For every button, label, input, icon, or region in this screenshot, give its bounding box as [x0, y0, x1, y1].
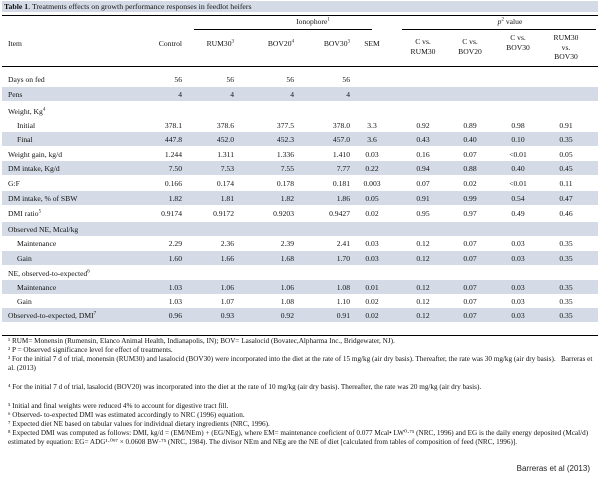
table-cell: 0.05 — [365, 194, 379, 203]
table-cell: 0.40 — [463, 135, 477, 144]
row-label: Initial — [17, 121, 36, 130]
row-band — [2, 222, 598, 236]
table-cell: 4 — [230, 90, 234, 99]
table-cell: 0.91 — [559, 121, 573, 130]
table-cell: 0.174 — [216, 179, 234, 188]
table-cell: 2.36 — [220, 239, 234, 248]
table-cell: 0.22 — [365, 164, 379, 173]
table-cell: 0.03 — [511, 297, 525, 306]
table-cell: 1.244 — [164, 150, 182, 159]
table-cell: 0.12 — [416, 239, 430, 248]
c-vs-bov30-header: C vs. BOV30 — [506, 33, 530, 52]
row-label: Days on fed — [8, 75, 45, 84]
row-label: Weight gain, kg/d — [8, 150, 63, 159]
table-cell: 0.12 — [416, 283, 430, 292]
table-cell: 452.0 — [216, 135, 234, 144]
table-cell: 0.98 — [511, 121, 525, 130]
table-cell: 1.68 — [280, 254, 294, 263]
table-cell: 0.12 — [416, 297, 430, 306]
table-cell: 0.96 — [168, 311, 182, 320]
table-cell: 1.66 — [220, 254, 234, 263]
table-cell: 1.70 — [336, 254, 350, 263]
ionophore-underline — [194, 29, 372, 30]
table-cell: 2.29 — [168, 239, 182, 248]
row-label: Final — [17, 135, 33, 144]
table-cell: 0.9427 — [329, 209, 350, 218]
table-cell: 1.82 — [168, 194, 182, 203]
table-cell: 0.9203 — [273, 209, 294, 218]
table-cell: 0.92 — [416, 121, 430, 130]
header-rule — [2, 66, 598, 67]
table-title — [2, 1, 598, 12]
table-cell: 1.07 — [220, 297, 234, 306]
table-cell: 0.99 — [463, 194, 477, 203]
table-cell: 56 — [226, 75, 234, 84]
table-cell: 0.35 — [559, 239, 573, 248]
table-cell: 1.03 — [168, 297, 182, 306]
row-label: DM intake, % of SBW — [8, 194, 78, 203]
table-cell: 1.336 — [276, 150, 294, 159]
table-cell: 0.45 — [559, 164, 573, 173]
table-cell: 378.0 — [332, 121, 350, 130]
table-cell: 0.94 — [416, 164, 430, 173]
table-cell: 1.10 — [336, 297, 350, 306]
table-cell: 378.6 — [216, 121, 234, 130]
table-cell: 0.35 — [559, 311, 573, 320]
table-cell: 1.06 — [220, 283, 234, 292]
bov30-header: $BOV30^3$ — [323, 39, 350, 48]
table-cell: 0.16 — [416, 150, 430, 159]
ionophore-header: Ionophore$^1$ — [296, 17, 330, 26]
row-label: Gain — [17, 254, 32, 263]
table-cell: 0.03 — [365, 239, 379, 248]
table-cell: 1.86 — [336, 194, 350, 203]
table-cell: 7.55 — [280, 164, 294, 173]
table-cell: 457.0 — [332, 135, 350, 144]
c-vs-rum30-header: C vs. RUM30 — [410, 37, 436, 56]
table-cell: 4 — [290, 90, 294, 99]
table-cell: 1.311 — [217, 150, 234, 159]
table-cell: 0.12 — [416, 254, 430, 263]
table-cell: 0.166 — [164, 179, 182, 188]
row-label: G:F — [8, 179, 20, 188]
table-cell: 0.97 — [463, 209, 477, 218]
table-cell: 0.91 — [336, 311, 350, 320]
table-cell: 0.03 — [511, 254, 525, 263]
table-cell: 1.06 — [280, 283, 294, 292]
table-cell: 0.07 — [463, 283, 477, 292]
table-cell: <0.01 — [509, 179, 527, 188]
rum30-vs-bov30-header: RUM30 vs. BOV30 — [553, 33, 579, 62]
table-cell: 2.39 — [280, 239, 294, 248]
table-cell: 0.02 — [365, 209, 379, 218]
table-cell: 0.003 — [363, 179, 381, 188]
table-cell: 0.11 — [559, 179, 573, 188]
footnote-2: ² P = Observed significance level for effect of treatments. — [8, 346, 173, 354]
p-value-underline — [402, 29, 596, 30]
table-cell: 0.03 — [511, 239, 525, 248]
table-cell: 0.35 — [559, 283, 573, 292]
table-cell: 1.03 — [168, 283, 182, 292]
table-cell: 0.07 — [463, 239, 477, 248]
footnote-8: ⁸ Expected DMI was computed as follows: DMI, kg/d = (EM/NEm) + (EG/NEg), where EM= maintenance coeficient of 0.077 Mcal• LW⁰·⁷⁵ (NRC, 1996) and EG is the daily energy deposited (Mcal/d) estimated by equation: EG= ADG¹·⁰⁹⁷ × 0.0608 BW·⁷⁵ (NRC, 1984). The divisor NEm and NEg are the NE of diet [calculated from tables of composition of feed (NRC, 1996)]. — [8, 429, 589, 447]
table-cell: 56 — [342, 75, 350, 84]
table-cell: 0.03 — [511, 283, 525, 292]
table-cell: 2.41 — [336, 239, 350, 248]
table-cell: 0.92 — [280, 311, 294, 320]
footnote-1: ¹ RUM= Monensin (Rumensin, Elanco Animal Health, Indianapolis, IN); BOV= Lasalocid (Bovatec,Alpharma Inc., Bridgewater, NJ). — [8, 337, 395, 345]
bov20-header: $BOV20^4$ — [267, 39, 294, 48]
table-title-text: . Treatments effects on growth performance responses in feedlot heifers — [28, 2, 252, 11]
table-cell: 7.53 — [220, 164, 234, 173]
table-cell: 0.07 — [463, 311, 477, 320]
table-cell: 378.1 — [164, 121, 182, 130]
table-cell: 0.54 — [511, 194, 525, 203]
table-cell: 1.60 — [168, 254, 182, 263]
footnote-3: ³ For the initial 7 d of trial, monensin (RUM30) and lasalocid (BOV30) were incorporated into the diet at the rate of 15 mg/kg (air dry basis). Thereafter, the rate was 30 mg/kg (air dry basis). Barreras et al. (2013) — [8, 355, 593, 373]
table-cell: 0.181 — [332, 179, 350, 188]
table-cell: 0.43 — [416, 135, 430, 144]
table-cell: 447.8 — [164, 135, 182, 144]
bottom-rule — [2, 335, 598, 336]
image-credit: Barreras et al (2013) — [516, 464, 590, 473]
table-cell: 0.07 — [463, 150, 477, 159]
table-cell: 0.01 — [365, 283, 379, 292]
table-cell: 452.3 — [276, 135, 294, 144]
row-label: DMI ratio$^5$ — [8, 209, 42, 218]
top-rule — [2, 15, 598, 16]
table-cell: 3.6 — [367, 135, 377, 144]
table-cell: 0.02 — [365, 297, 379, 306]
table-cell: 0.10 — [511, 135, 525, 144]
footnote-4: ⁴ For the initial 7 d of trial, lasalocid (BOV20) was incorporated into the diet at the rate of 10 mg/kg (air dry basis). Thereafter, the rate was 20 mg/kg (air dry basis). — [8, 383, 482, 391]
table-cell: 0.07 — [463, 254, 477, 263]
table-cell: 0.95 — [416, 209, 430, 218]
table-cell: 0.91 — [416, 194, 430, 203]
table-cell: 4 — [178, 90, 182, 99]
table-cell: <0.01 — [509, 150, 527, 159]
sem-header: SEM — [364, 39, 380, 48]
p-value-header: $p^2$ value — [497, 17, 523, 26]
table-cell: 0.02 — [365, 311, 379, 320]
table-cell: 0.46 — [559, 209, 573, 218]
footnote-3-citation: Barreras et al. (2013) — [8, 355, 593, 373]
table-cell: 0.03 — [365, 150, 379, 159]
table-cell: 0.03 — [365, 254, 379, 263]
table-cell: 7.77 — [336, 164, 350, 173]
table-cell: 0.49 — [511, 209, 525, 218]
footnote-6: ⁶ Observed- to-expected DMI was estimated accordingly to NRC (1996) equation. — [8, 411, 245, 419]
table-cell: 1.08 — [336, 283, 350, 292]
item-header: Item — [8, 39, 22, 48]
table-cell: 0.178 — [276, 179, 294, 188]
table-cell: 56 — [286, 75, 294, 84]
table-cell: 0.12 — [416, 311, 430, 320]
table-cell: 0.89 — [463, 121, 477, 130]
table-cell: 4 — [346, 90, 350, 99]
footnote-5: ⁵ Initial and final weights were reduced 4% to account for digestive tract fill. — [8, 402, 229, 410]
table-cell: 0.07 — [416, 179, 430, 188]
table-cell: 0.03 — [511, 311, 525, 320]
table-cell: 0.02 — [463, 179, 477, 188]
table-cell: 0.9174 — [161, 209, 182, 218]
control-header: Control — [158, 39, 182, 48]
table-cell: 0.07 — [463, 297, 477, 306]
row-label: Gain — [17, 297, 32, 306]
table-cell: 0.35 — [559, 135, 573, 144]
table-cell: 0.47 — [559, 194, 573, 203]
row-label: Maintenance — [17, 283, 57, 292]
table-title-label: Table 1 — [4, 2, 29, 11]
row-label: Weight, Kg$^4$ — [8, 107, 46, 116]
table-cell: 1.82 — [280, 194, 294, 203]
table-cell: 0.35 — [559, 254, 573, 263]
table-cell: 1.410 — [332, 150, 350, 159]
table-cell: 1.81 — [220, 194, 234, 203]
table-cell: 0.05 — [559, 150, 573, 159]
table-cell: 7.50 — [168, 164, 182, 173]
row-label: Observed-to-expected, DMI$^7$ — [8, 311, 97, 320]
table-cell: 1.08 — [280, 297, 294, 306]
row-label: Pens — [8, 90, 23, 99]
c-vs-bov20-header: C vs. BOV20 — [458, 37, 482, 56]
row-label: NE, observed-to-expected$^6$ — [8, 269, 90, 278]
row-band — [2, 87, 598, 101]
row-label: Observed NE, Mcal/kg — [8, 225, 79, 234]
table-cell: 0.93 — [220, 311, 234, 320]
table-cell: 3.3 — [367, 121, 377, 130]
table-cell: 0.35 — [559, 297, 573, 306]
table-cell: 0.9172 — [213, 209, 234, 218]
table-cell: 0.88 — [463, 164, 477, 173]
footnote-7: ⁷ Expected diet NE based on tabular values for individual dietary ingredients (NRC, 1996). — [8, 420, 270, 428]
row-label: Maintenance — [17, 239, 57, 248]
table-cell: 0.40 — [511, 164, 525, 173]
table-cell: 56 — [174, 75, 182, 84]
rum30-header: $RUM30^3$ — [206, 39, 234, 48]
row-label: DM intake, Kg/d — [8, 164, 60, 173]
table-cell: 377.5 — [276, 121, 294, 130]
